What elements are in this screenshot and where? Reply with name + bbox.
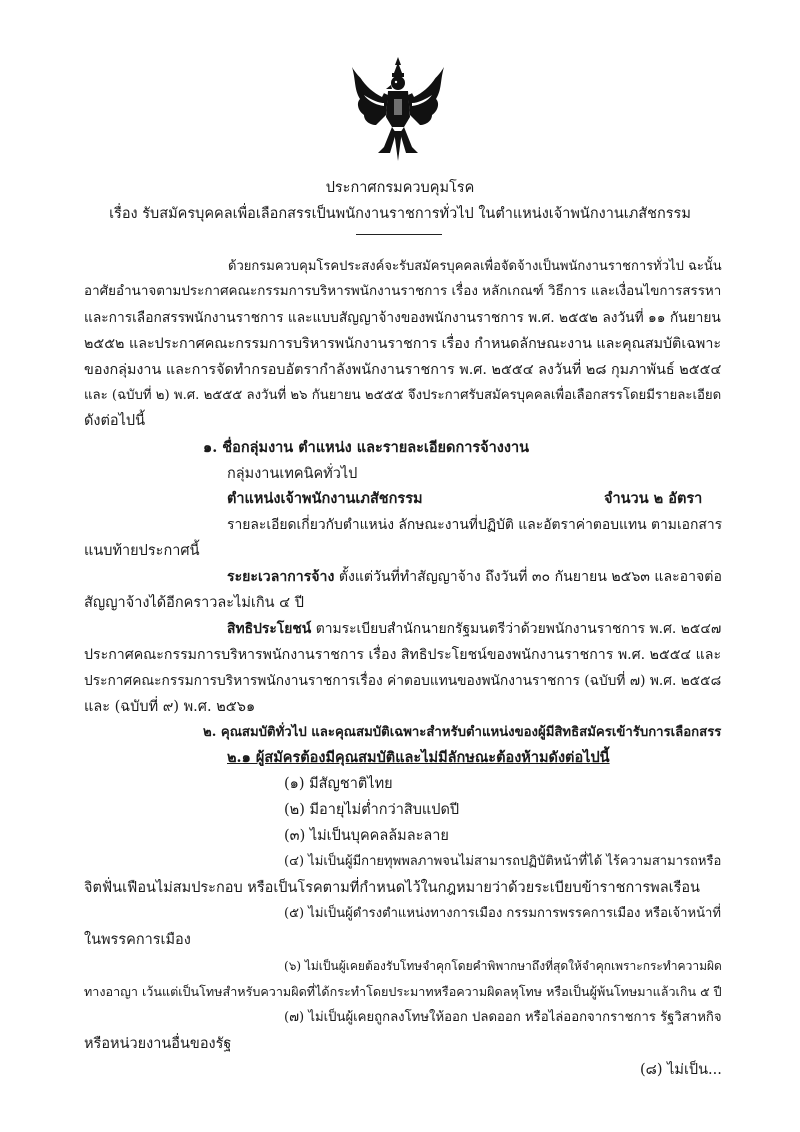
- position-detail-line: รายละเอียดเกี่ยวกับตำแหน่ง ลักษณะงานที่ปฏิบัติ และอัตราค่าตอบแทน ตามเอกสาร: [227, 517, 723, 533]
- intro-line: ของกลุ่มงาน และการจัดทำกรอบอัตรากำลังพนักงานราชการ พ.ศ. ๒๕๕๔ ลงวันที่ ๒๘ กุมภาพันธ์ ๒๕๕๔: [84, 362, 722, 378]
- intro-line: และ (ฉบับที่ ๒) พ.ศ. ๒๕๕๕ ลงวันที่ ๒๖ กันยายน ๒๕๕๕ จึงประกาศรับสมัครบุคคลเพื่อเลือกสรรโดยมีรายละเอียด: [84, 388, 722, 403]
- qualification-item-continued: ทางอาญา เว้นแต่เป็นโทษสำหรับความผิดที่ได้กระทำโดยประมาทหรือความผิดลหุโทษ หรือเป็นผู้พ้นโทษมาแล้วเกิน ๕ ปี: [84, 984, 722, 999]
- employment-period-line: สัญญาจ้างได้อีกคราวละไม่เกิน ๔ ปี: [84, 595, 304, 611]
- page-continuation: (๘) ไม่เป็น...: [640, 1062, 722, 1078]
- benefits-text: ตามระเบียบสำนักนายกรัฐมนตรีว่าด้วยพนักงานราชการ พ.ศ. ๒๕๔๗: [315, 621, 722, 637]
- qualification-item: (๓) ไม่เป็นบุคคลล้มละลาย: [284, 828, 449, 844]
- job-group: กลุ่มงานเทคนิคทั่วไป: [227, 466, 358, 482]
- intro-line: ดังต่อไปนี้: [84, 413, 146, 429]
- position-detail-line: แนบท้ายประกาศนี้: [84, 543, 200, 559]
- intro-line: ๒๕๕๒ และประกาศคณะกรรมการบริหารพนักงานราชการ เรื่อง กำหนดลักษณะงาน และคุณสมบัติเฉพาะ: [84, 336, 722, 352]
- intro-line: อาศัยอำนาจตามประกาศคณะกรรมการบริหารพนักงานราชการ เรื่อง หลักเกณฑ์ วิธีการ และเงื่อนไขการสรรหา: [84, 284, 722, 299]
- benefits-line: ประกาศคณะกรรมการบริหารพนักงานราชการเรื่อง ค่าตอบแทนของพนักงานราชการ (ฉบับที่ ๗) พ.ศ. ๒๕๕๘: [84, 673, 722, 689]
- title-divider: [356, 234, 442, 235]
- benefits-line: [227, 619, 721, 639]
- section-2-heading: ๒. คุณสมบัติทั่วไป และคุณสมบัติเฉพาะสำหรับตำแหน่งของผู้มีสิทธิสมัครเข้ารับการเลือกสรร: [203, 725, 722, 740]
- employment-period-text: ตั้งแต่วันที่ทำสัญญาจ้าง ถึงวันที่ ๓๐ กันยายน ๒๕๖๓ และอาจต่อ: [338, 569, 722, 585]
- position-title: ตำแหน่งเจ้าพนักงานเภสัชกรรม: [227, 490, 423, 507]
- benefits-line: และ (ฉบับที่ ๙) พ.ศ. ๒๕๖๑: [84, 699, 256, 715]
- qualification-item: (๗) ไม่เป็นผู้เคยถูกลงโทษให้ออก ปลดออก หรือไล่ออกจากราชการ รัฐวิสาหกิจ: [284, 1010, 722, 1025]
- qualification-item-continued: หรือหน่วยงานอื่นของรัฐ: [84, 1036, 232, 1052]
- document-subject: เรื่อง รับสมัครบุคคลเพื่อเลือกสรรเป็นพนักงานราชการทั่วไป ในตำแหน่งเจ้าพนักงานเภสัชกรรม: [109, 206, 691, 222]
- qualification-item: (๖) ไม่เป็นผู้เคยต้องรับโทษจำคุกโดยคำพิพากษาถึงที่สุดให้จำคุกเพราะกระทำความผิด: [284, 959, 722, 973]
- document-title: ประกาศกรมควบคุมโรค: [325, 180, 475, 196]
- intro-line: ด้วยกรมควบคุมโรคประสงค์จะรับสมัครบุคคลเพื่อจัดจ้างเป็นพนักงานราชการทั่วไป ฉะนั้น: [228, 259, 722, 274]
- section-1-heading: ๑. ชื่อกลุ่มงาน ตำแหน่ง และรายละเอียดการจ้างงาน: [203, 439, 530, 456]
- employment-period-label: ระยะเวลาการจ้าง: [227, 569, 335, 585]
- garuda-emblem-icon: [350, 55, 446, 165]
- section-2-1-heading: ๒.๑ ผู้สมัครต้องมีคุณสมบัติและไม่มีลักษณะต้องห้ามดังต่อไปนี้: [227, 749, 610, 766]
- qualification-item-continued: ในพรรคการเมือง: [84, 932, 191, 948]
- employment-period-line: [227, 567, 722, 587]
- qualification-item-continued: จิตฟั่นเฟือนไม่สมประกอบ หรือเป็นโรคตามที่กำหนดไว้ในกฎหมายว่าด้วยระเบียบข้าราชการพลเรือน: [84, 880, 700, 896]
- benefits-line: ประกาศคณะกรรมการบริหารพนักงานราชการ เรื่อง สิทธิประโยชน์ของพนักงานราชการ พ.ศ. ๒๕๕๔ และ: [84, 647, 722, 663]
- intro-line: และการเลือกสรรพนักงานราชการ และแบบสัญญาจ้างของพนักงานราชการ พ.ศ. ๒๕๕๒ ลงวันที่ ๑๑ กันยายน: [84, 310, 721, 326]
- qualification-item: (๑) มีสัญชาติไทย: [284, 776, 393, 792]
- position-count: จำนวน ๒ อัตรา: [604, 490, 703, 507]
- qualification-item: (๕) ไม่เป็นผู้ดำรงตำแหน่งทางการเมือง กรรมการพรรคการเมือง หรือเจ้าหน้าที่: [284, 906, 721, 921]
- qualification-item: (๔) ไม่เป็นผู้มีกายทุพพลภาพจนไม่สามารถปฏิบัติหน้าที่ได้ ไร้ความสามารถหรือ: [284, 854, 722, 869]
- qualification-item: (๒) มีอายุไม่ต่ำกว่าสิบแปดปี: [284, 802, 460, 818]
- benefits-label: สิทธิประโยชน์: [227, 621, 312, 637]
